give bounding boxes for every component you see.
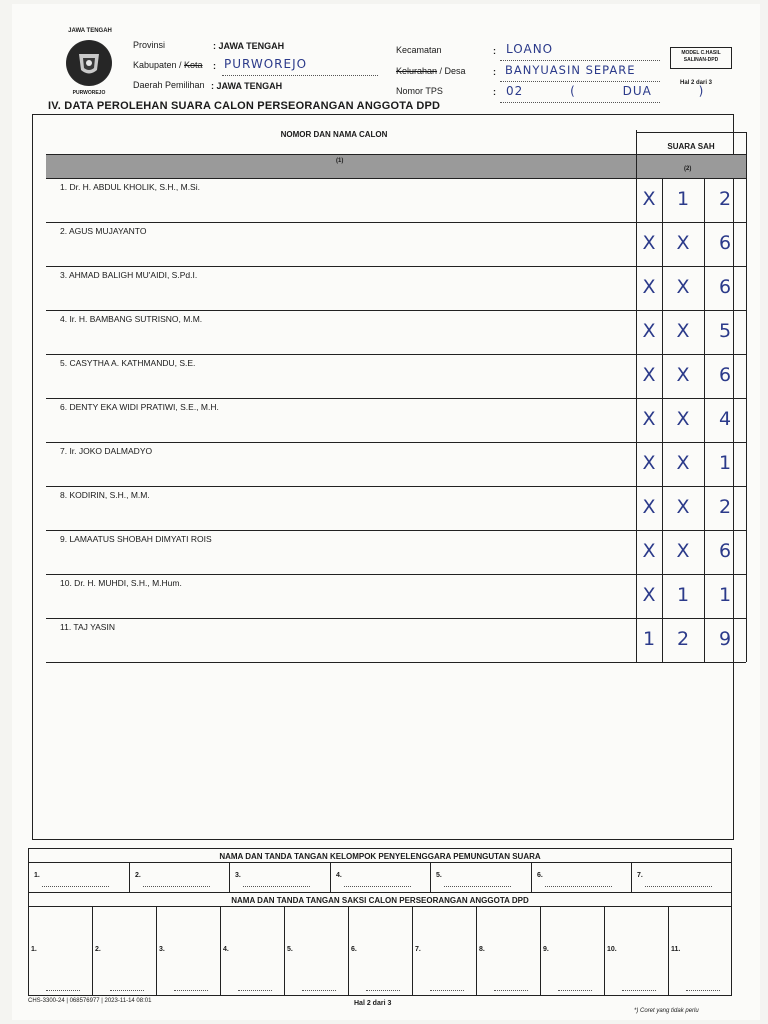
grid-line bbox=[156, 906, 157, 996]
grid-line bbox=[412, 906, 413, 996]
grid-line bbox=[28, 862, 732, 863]
model-box-line2: SALINAN-DPD bbox=[683, 57, 719, 63]
kpu-logo bbox=[66, 40, 112, 86]
desa-value: BANYUASIN SEPARE bbox=[505, 63, 636, 77]
vote-digit: 2 bbox=[718, 188, 732, 210]
saksi-slot-number: 3. bbox=[159, 946, 165, 953]
column-number-2: (2) bbox=[684, 166, 692, 172]
strike-note: *) Coret yang tidak perlu bbox=[634, 1008, 699, 1014]
vote-digit: 6 bbox=[718, 540, 732, 562]
candidate-name: 8. KODIRIN, S.H., M.M. bbox=[60, 490, 150, 500]
vote-digit: X bbox=[642, 584, 656, 606]
grid-line bbox=[704, 178, 705, 662]
kpps-slot-number: 3. bbox=[235, 872, 241, 879]
column-header-name: NOMOR DAN NAMA CALON bbox=[280, 130, 388, 139]
model-box-line1: MODEL C.HASIL bbox=[681, 50, 721, 56]
vote-digit: X bbox=[642, 232, 656, 254]
row-separator bbox=[46, 310, 746, 311]
candidate-name: 7. Ir. JOKO DALMADYO bbox=[60, 446, 153, 456]
vote-digit: 1 bbox=[718, 584, 732, 606]
vote-digit: X bbox=[676, 276, 690, 298]
row-separator bbox=[46, 530, 746, 531]
vote-digit: X bbox=[642, 408, 656, 430]
dapil-value: : JAWA TENGAH bbox=[211, 81, 283, 91]
vote-digit: X bbox=[642, 276, 656, 298]
grid-line bbox=[129, 862, 130, 892]
kecamatan-dotted-line bbox=[500, 60, 660, 61]
row-separator bbox=[46, 266, 746, 267]
tps-value: 02 ( DUA ) bbox=[506, 84, 705, 98]
vote-digit: 9 bbox=[718, 628, 732, 650]
grid-line bbox=[348, 906, 349, 996]
kpps-slot-number: 5. bbox=[436, 872, 442, 879]
provinsi-label: Provinsi bbox=[133, 40, 166, 50]
desa-label: Kelurahan / Desa bbox=[396, 66, 466, 76]
kecamatan-value: LOANO bbox=[506, 42, 554, 56]
grid-line bbox=[92, 906, 93, 996]
column-header-suara: SUARA SAH bbox=[667, 142, 715, 151]
vote-digit: X bbox=[676, 232, 690, 254]
candidate-name: 2. AGUS MUJAYANTO bbox=[60, 226, 147, 236]
saksi-slot-number: 6. bbox=[351, 946, 357, 953]
kpps-slot-number: 7. bbox=[637, 872, 643, 879]
column-number-1: (1) bbox=[336, 158, 344, 164]
saksi-slot-number: 9. bbox=[543, 946, 549, 953]
grid-line bbox=[46, 662, 746, 663]
saksi-slot-number: 7. bbox=[415, 946, 421, 953]
vote-digit: X bbox=[676, 320, 690, 342]
kpps-name-line bbox=[645, 886, 712, 887]
vote-digit: 5 bbox=[718, 320, 732, 342]
grid-line bbox=[540, 906, 541, 996]
saksi-slot-number: 1. bbox=[31, 946, 37, 953]
grid-line bbox=[46, 154, 746, 155]
vote-digit: X bbox=[676, 408, 690, 430]
kpps-name-line bbox=[243, 886, 310, 887]
saksi-name-line bbox=[110, 990, 144, 991]
tps-label: Nomor TPS bbox=[396, 86, 443, 96]
vote-digit: 1 bbox=[718, 452, 732, 474]
saksi-slot-number: 5. bbox=[287, 946, 293, 953]
grid-line bbox=[636, 132, 746, 133]
saksi-name-line bbox=[238, 990, 272, 991]
kpps-slot-number: 1. bbox=[34, 872, 40, 879]
kpps-name-line bbox=[143, 886, 210, 887]
saksi-slot-number: 10. bbox=[607, 946, 617, 953]
grid-line bbox=[604, 906, 605, 996]
vote-digit: X bbox=[642, 540, 656, 562]
vote-digit: X bbox=[642, 452, 656, 474]
vote-digit: 2 bbox=[718, 496, 732, 518]
kpps-name-line bbox=[42, 886, 109, 887]
grid-line bbox=[668, 906, 669, 996]
candidate-name: 9. LAMAATUS SHOBAH DIMYATI ROIS bbox=[60, 534, 212, 544]
row-separator bbox=[46, 574, 746, 575]
vote-digit: X bbox=[676, 540, 690, 562]
vote-digit: 6 bbox=[718, 276, 732, 298]
emblem-icon bbox=[66, 40, 112, 86]
vote-digit: 1 bbox=[676, 584, 690, 606]
saksi-name-line bbox=[430, 990, 464, 991]
grid-line bbox=[28, 892, 732, 893]
vote-digit: X bbox=[642, 364, 656, 386]
candidate-name: 6. DENTY EKA WIDI PRATIWI, S.E., M.H. bbox=[60, 402, 219, 412]
grid-line bbox=[28, 906, 732, 907]
candidate-name: 11. TAJ YASIN bbox=[60, 622, 115, 632]
vote-digit: X bbox=[642, 496, 656, 518]
kpps-name-line bbox=[545, 886, 612, 887]
row-separator bbox=[46, 486, 746, 487]
saksi-name-line bbox=[366, 990, 400, 991]
saksi-slot-number: 8. bbox=[479, 946, 485, 953]
saksi-slot-number: 2. bbox=[95, 946, 101, 953]
kabupaten-dotted-line bbox=[222, 75, 378, 76]
kpps-name-line bbox=[344, 886, 411, 887]
vote-digit: X bbox=[676, 452, 690, 474]
row-separator bbox=[46, 618, 746, 619]
row-separator bbox=[46, 398, 746, 399]
vote-digit: 6 bbox=[718, 364, 732, 386]
logo-arc-text: JAWA TENGAH bbox=[68, 28, 112, 34]
kpps-signature-title: NAMA DAN TANDA TANGAN KELOMPOK PENYELENGGARA PEMUNGUTAN SUARA bbox=[219, 852, 541, 861]
row-separator bbox=[46, 354, 746, 355]
saksi-name-line bbox=[494, 990, 528, 991]
saksi-slot-number: 4. bbox=[223, 946, 229, 953]
saksi-name-line bbox=[622, 990, 656, 991]
section-title: IV. DATA PEROLEHAN SUARA CALON PERSEORANGAN ANGGOTA DPD bbox=[48, 100, 441, 112]
vote-digit: X bbox=[642, 188, 656, 210]
saksi-name-line bbox=[174, 990, 208, 991]
saksi-name-line bbox=[686, 990, 720, 991]
kpps-slot-number: 2. bbox=[135, 872, 141, 879]
desa-dotted-line bbox=[500, 81, 660, 82]
grid-line bbox=[531, 862, 532, 892]
vote-digit: 1 bbox=[676, 188, 690, 210]
kpps-name-line bbox=[444, 886, 511, 887]
grid-line bbox=[220, 906, 221, 996]
document-code: CHS-3300-24 | 068576977 | 2023-11-14 08:01 bbox=[28, 998, 152, 1004]
signature-section bbox=[28, 848, 732, 996]
column-number-band bbox=[46, 154, 746, 178]
grid-line bbox=[229, 862, 230, 892]
grid-line bbox=[662, 178, 663, 662]
saksi-name-line bbox=[46, 990, 80, 991]
vote-digit: X bbox=[676, 364, 690, 386]
grid-line bbox=[631, 862, 632, 892]
row-separator bbox=[46, 222, 746, 223]
vote-digit: X bbox=[676, 496, 690, 518]
dapil-label: Daerah Pemilihan bbox=[133, 80, 205, 90]
model-box bbox=[670, 47, 732, 69]
tps-dotted-line bbox=[500, 102, 660, 103]
vote-digit: X bbox=[642, 320, 656, 342]
grid-line bbox=[746, 132, 747, 662]
grid-line bbox=[284, 906, 285, 996]
candidate-name: 5. CASYTHA A. KATHMANDU, S.E. bbox=[60, 358, 196, 368]
saksi-name-line bbox=[302, 990, 336, 991]
candidate-name: 1. Dr. H. ABDUL KHOLIK, S.H., M.Si. bbox=[60, 182, 200, 192]
kpps-slot-number: 4. bbox=[336, 872, 342, 879]
grid-line bbox=[330, 862, 331, 892]
vote-digit: 4 bbox=[718, 408, 732, 430]
grid-line bbox=[46, 178, 746, 179]
logo-bottom-text: PURWOREJO bbox=[72, 90, 106, 96]
saksi-slot-number: 11. bbox=[671, 946, 681, 953]
candidate-name: 10. Dr. H. MUHDI, S.H., M.Hum. bbox=[60, 578, 182, 588]
kecamatan-label: Kecamatan bbox=[396, 45, 442, 55]
vote-digit: 2 bbox=[676, 628, 690, 650]
saksi-name-line bbox=[558, 990, 592, 991]
saksi-signature-title: NAMA DAN TANDA TANGAN SAKSI CALON PERSEORANGAN ANGGOTA DPD bbox=[231, 896, 529, 905]
candidate-name: 4. Ir. H. BAMBANG SUTRISNO, M.M. bbox=[60, 314, 203, 324]
kabupaten-label: Kabupaten / Kota bbox=[133, 60, 203, 70]
kabupaten-value: PURWOREJO bbox=[224, 57, 308, 71]
kpps-slot-number: 6. bbox=[537, 872, 543, 879]
candidate-name: 3. AHMAD BALIGH MU'AIDI, S.Pd.I. bbox=[60, 270, 198, 280]
provinsi-value: : JAWA TENGAH bbox=[213, 41, 285, 51]
page-indicator-top: Hal 2 dari 3 bbox=[680, 80, 713, 86]
vote-digit: 1 bbox=[642, 628, 656, 650]
grid-line bbox=[430, 862, 431, 892]
row-separator bbox=[46, 442, 746, 443]
grid-line bbox=[476, 906, 477, 996]
page-indicator-bottom: Hal 2 dari 3 bbox=[354, 1000, 392, 1007]
vote-digit: 6 bbox=[718, 232, 732, 254]
